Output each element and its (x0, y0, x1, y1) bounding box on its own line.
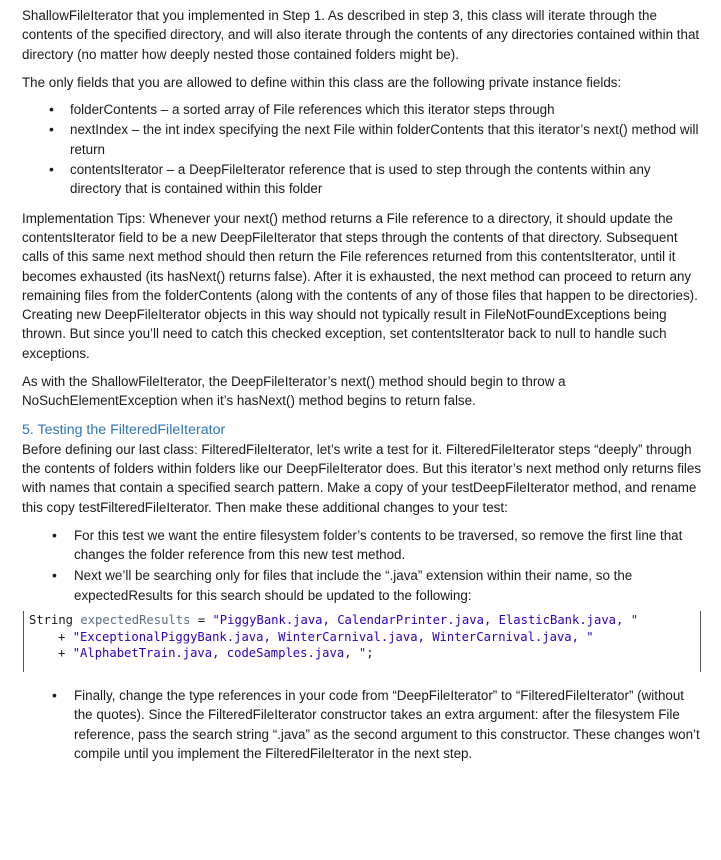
code-assign: = (190, 613, 213, 628)
section-heading: 5. Testing the FilteredFileIterator (22, 421, 226, 438)
list-item (49, 120, 702, 159)
list-item (52, 686, 702, 763)
list-item-text: Finally, change the type references in your code from “DeepFileIterator” to “FilteredFileIterator” (without the quotes). Since the FilteredFileIterator constructor takes an extra argument: after the filesystem File reference, pass the search string “.java” as the second argument to this constructor. These changes won’t compile until you implement the FilteredFileIterator in the next step. (74, 688, 700, 761)
list-item-text: For this test we want the entire filesystem folder’s contents to be traversed, so remove the first line that changes the folder reference from this new test method. (74, 527, 683, 563)
list-item (49, 160, 702, 199)
code-string: "PiggyBank.java, CalendarPrinter.java, ElasticBank.java, " (212, 613, 639, 628)
fields-intro-paragraph: The only fields that you are allowed to define within this class are the following private instance fields: (22, 74, 622, 90)
code-variable: expectedResults (80, 613, 191, 628)
bullet-icon: • (49, 161, 54, 178)
list-item (52, 526, 702, 565)
code-string: "AlphabetTrain.java, codeSamples.java, " (72, 646, 367, 661)
section5-paragraph: Before defining our last class: FilteredFileIterator, let’s write a test for it. FilteredFileIterator steps “deeply” through the contents of folders within folders like our DeepFileIterator does. But this iterator’s next method only returns files with names that contain a specified search pattern. Make a copy of your testDeepFileIterator method, and rename this copy testFilteredFileIterator. Then make these additional changes to your test: (22, 441, 702, 515)
code-operator: + (58, 629, 73, 644)
bullet-icon: • (52, 526, 57, 543)
code-line-1 (29, 612, 700, 629)
list-item-text: nextIndex – the int index specifying the next File within folderContents that this iterator’s next() method will return (70, 122, 699, 157)
code-string: "ExceptionalPiggyBank.java, WinterCarnival.java, WinterCarnival.java, " (72, 629, 594, 644)
list-item-text: contentsIterator – a DeepFileIterator reference that is used to step through the contents within any directory that is contained within this folder (70, 162, 651, 197)
list-item-text: Next we’ll be searching only for files that include the “.java” extension within their name, so the expectedResults for this search should be updated to the following: (74, 568, 633, 603)
list-item (49, 100, 702, 119)
intro-paragraph: ShallowFileIterator that you implemented in Step 1. As described in step 3, this class will iterate through the contents of the specified directory, and will also iterate through the contents of any directories contained within that directory (no matter how deeply nested those contained folders might be). (22, 8, 700, 62)
code-semicolon: ; (366, 646, 374, 661)
code-type: String (29, 613, 74, 628)
document-page (22, 6, 702, 765)
code-line-3 (29, 645, 700, 662)
bullet-icon: • (49, 121, 54, 138)
implementation-tips-paragraph: Implementation Tips: Whenever your next() method returns a File reference to a directory, it should update the contentsIterator field to be a new DeepFileIterator that steps through the contents of that directory. Subsequent calls of this same next method should then return the File references returned from this contentsIterator, until it becomes exhausted (its hasNext() returns false). After it is exhausted, the next method can proceed to return any remaining files from the folderContents (along with the contents of any of those files that happen to be directories). Creating new DeepFileIterator objects in this way should not typically result in FileNotFoundExceptions being thrown. But since you’ll need to catch this checked exception, set contentsIterator back to null to handle such exceptions. (22, 210, 698, 361)
code-block (23, 611, 701, 672)
bullet-icon: • (52, 687, 57, 704)
no-such-element-paragraph: As with the ShallowFileIterator, the DeepFileIterator’s next() method should begin to throw a NoSuchElementException when it’s hasNext() method begins to return false. (22, 374, 566, 409)
list-item (52, 566, 702, 605)
code-operator: + (58, 646, 73, 661)
final-changes-list (52, 686, 702, 763)
changes-list (52, 526, 702, 605)
list-item-text: folderContents – a sorted array of File references which this iterator steps through (70, 102, 555, 118)
bullet-icon: • (52, 567, 57, 584)
bullet-icon: • (49, 101, 54, 118)
fields-list (49, 100, 702, 198)
code-line-2 (29, 629, 700, 646)
